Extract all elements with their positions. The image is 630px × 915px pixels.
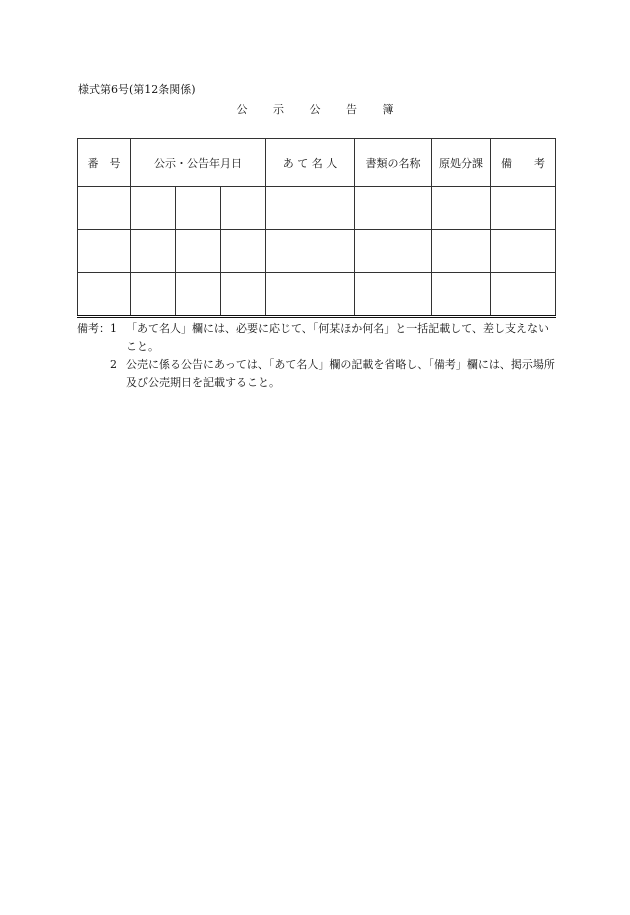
title-char: 簿 — [382, 103, 394, 116]
table-cell[interactable] — [78, 273, 131, 317]
title-char: 告 — [346, 103, 357, 116]
note-number: 2 — [110, 358, 117, 371]
table-row — [78, 230, 556, 273]
notes-prefix: 備考： — [77, 322, 110, 335]
header-cell-remarks: 備 考 — [491, 139, 556, 187]
table-cell[interactable] — [221, 187, 266, 230]
table-cell[interactable] — [78, 187, 131, 230]
table-cell[interactable] — [131, 230, 176, 273]
note-number: 1 — [110, 322, 117, 335]
register-table — [77, 138, 556, 318]
notes-section — [77, 320, 557, 392]
note-item — [77, 356, 557, 392]
table-cell[interactable] — [266, 273, 355, 317]
table-cell[interactable] — [432, 187, 491, 230]
note-text: 公売に係る公告にあっては、「あて名人」欄の記載を省略し、「備考」欄には、掲示場所及び公売期日を記載すること。 — [126, 358, 555, 389]
table-cell[interactable] — [266, 230, 355, 273]
title-char: 示 — [273, 103, 284, 116]
table-cell[interactable] — [221, 230, 266, 273]
table-cell[interactable] — [491, 187, 556, 230]
table-cell[interactable] — [355, 230, 432, 273]
header-cell-number: 番 号 — [78, 139, 131, 187]
table-cell[interactable] — [432, 273, 491, 317]
table-header-row — [78, 139, 556, 187]
title-char: 公 — [309, 103, 321, 116]
table-cell[interactable] — [176, 230, 221, 273]
note-indent — [77, 356, 110, 392]
note-item — [77, 320, 557, 356]
note-text: 「あて名人」欄には、必要に応じて、「何某ほか何名」と一括記載して、差し支えないこと。 — [126, 322, 550, 353]
table-cell[interactable] — [78, 230, 131, 273]
table-row — [78, 273, 556, 317]
title-char: 公 — [236, 103, 248, 116]
table-cell[interactable] — [176, 187, 221, 230]
table-cell[interactable] — [176, 273, 221, 317]
header-cell-original-section: 原処分課 — [432, 139, 491, 187]
table-row — [78, 187, 556, 230]
table-cell[interactable] — [131, 273, 176, 317]
form-number: 様式第6号(第12条関係) — [78, 83, 196, 96]
header-cell-addressee: あ て 名 人 — [266, 139, 355, 187]
table-cell[interactable] — [355, 273, 432, 317]
table-cell[interactable] — [491, 273, 556, 317]
table-cell[interactable] — [432, 230, 491, 273]
table-cell[interactable] — [221, 273, 266, 317]
header-cell-document-name: 書類の名称 — [355, 139, 432, 187]
table-cell[interactable] — [266, 187, 355, 230]
page-title — [0, 103, 630, 117]
table-cell[interactable] — [355, 187, 432, 230]
header-cell-date: 公示・公告年月日 — [131, 139, 266, 187]
table-cell[interactable] — [491, 230, 556, 273]
table-cell[interactable] — [131, 187, 176, 230]
